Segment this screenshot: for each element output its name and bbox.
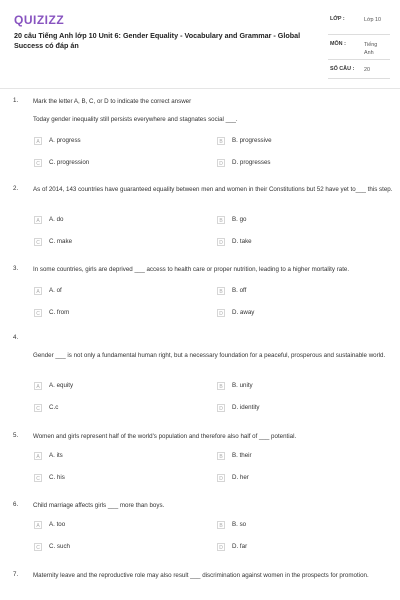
meta-divider bbox=[328, 34, 390, 35]
option-letter-box: C bbox=[34, 543, 42, 551]
question-number: 5. bbox=[13, 432, 19, 439]
option-letter-box: A bbox=[34, 137, 42, 145]
option-text: A. equity bbox=[49, 382, 74, 389]
question-number: 6. bbox=[13, 501, 19, 508]
option-text: B. so bbox=[232, 521, 247, 528]
worksheet-header bbox=[0, 0, 400, 88]
option-letter-box: B bbox=[217, 216, 225, 224]
option-text: B. their bbox=[232, 452, 252, 459]
option-text: C. his bbox=[49, 474, 65, 481]
option-letter-box: C bbox=[34, 404, 42, 412]
option-text: B. progressive bbox=[232, 137, 272, 144]
option-letter-box: D bbox=[217, 543, 225, 551]
option-letter-box: C bbox=[34, 159, 42, 167]
question-number: 3. bbox=[13, 265, 19, 272]
option-letter-box: D bbox=[217, 474, 225, 482]
meta-count-label: SỐ CÂU : bbox=[330, 66, 355, 72]
option-letter-box: B bbox=[217, 382, 225, 390]
option-text: C. from bbox=[49, 309, 70, 316]
option-text: C. make bbox=[49, 238, 73, 245]
option-letter-box: A bbox=[34, 521, 42, 529]
question-instruction: Mark the letter A, B, C, or D to indicate the correct answer bbox=[33, 98, 192, 105]
worksheet-title: 20 câu Tiếng Anh lớp 10 Unit 6: Gender Equality - Vocabulary and Grammar - Global Success có đáp án bbox=[14, 31, 301, 50]
option-text: D. away bbox=[232, 309, 255, 316]
question-text: Gender ___ is not only a fundamental human right, but a necessary foundation for a peaceful, prosperous and sustainable world. bbox=[33, 352, 386, 359]
option-letter-box: A bbox=[34, 382, 42, 390]
option-text: D. her bbox=[232, 474, 249, 481]
question-number: 7. bbox=[13, 571, 19, 578]
option-text: B. go bbox=[232, 216, 247, 223]
option-letter-box: B bbox=[217, 137, 225, 145]
question-text: Child marriage affects girls ___ more than boys. bbox=[33, 502, 165, 509]
option-letter-box: A bbox=[34, 452, 42, 460]
option-letter-box: C bbox=[34, 474, 42, 482]
question-number: 4. bbox=[13, 334, 19, 341]
meta-subject-label: MÔN : bbox=[330, 41, 346, 47]
option-letter-box: D bbox=[217, 404, 225, 412]
option-text: D. identity bbox=[232, 404, 260, 411]
option-letter-box: B bbox=[217, 452, 225, 460]
question-text: Women and girls represent half of the world's population and therefore also half of ___ potential. bbox=[33, 433, 297, 440]
option-letter-box: B bbox=[217, 521, 225, 529]
quizizz-logo: QUIZIZZ bbox=[14, 13, 65, 27]
header-divider bbox=[0, 88, 400, 89]
option-text: A. do bbox=[49, 216, 64, 223]
option-text: D. far bbox=[232, 543, 248, 550]
meta-count-value: 20 bbox=[364, 67, 370, 73]
option-letter-box: D bbox=[217, 309, 225, 317]
meta-subject-value: Tiếng Anh bbox=[364, 42, 378, 56]
option-text: C. progression bbox=[49, 159, 90, 166]
option-letter-box: D bbox=[217, 238, 225, 246]
question-number: 1. bbox=[13, 97, 19, 104]
meta-divider bbox=[328, 59, 390, 60]
option-letter-box: D bbox=[217, 159, 225, 167]
option-text: D. take bbox=[232, 238, 252, 245]
question-text: In some countries, girls are deprived ___ access to health care or proper nutrition, leading to a higher mortality rate. bbox=[33, 266, 350, 273]
meta-grade-value: Lớp 10 bbox=[364, 17, 382, 23]
option-text: C.c bbox=[49, 404, 59, 411]
option-text: A. too bbox=[49, 521, 66, 528]
meta-divider bbox=[328, 78, 390, 79]
option-text: A. its bbox=[49, 452, 63, 459]
meta-grade-label: LỚP : bbox=[330, 16, 345, 22]
option-text: A. progress bbox=[49, 137, 81, 144]
option-letter-box: B bbox=[217, 287, 225, 295]
option-letter-box: C bbox=[34, 238, 42, 246]
option-text: A. of bbox=[49, 287, 62, 294]
question-number: 2. bbox=[13, 185, 19, 192]
option-text: B. off bbox=[232, 287, 247, 294]
option-letter-box: A bbox=[34, 216, 42, 224]
option-letter-box: A bbox=[34, 287, 42, 295]
question-text: Maternity leave and the reproductive role may also result ___ discrimination against women in the prospects for promotion. bbox=[33, 572, 369, 579]
option-text: C. such bbox=[49, 543, 70, 550]
question-text: Today gender inequality still persists everywhere and stagnates social ___. bbox=[33, 116, 238, 123]
option-letter-box: C bbox=[34, 309, 42, 317]
option-text: B. unity bbox=[232, 382, 253, 389]
option-text: D. progresses bbox=[232, 159, 271, 166]
question-text: As of 2014, 143 countries have guaranteed equality between men and women in their Constitutions but 52 have yet to___ this step. bbox=[33, 186, 393, 193]
